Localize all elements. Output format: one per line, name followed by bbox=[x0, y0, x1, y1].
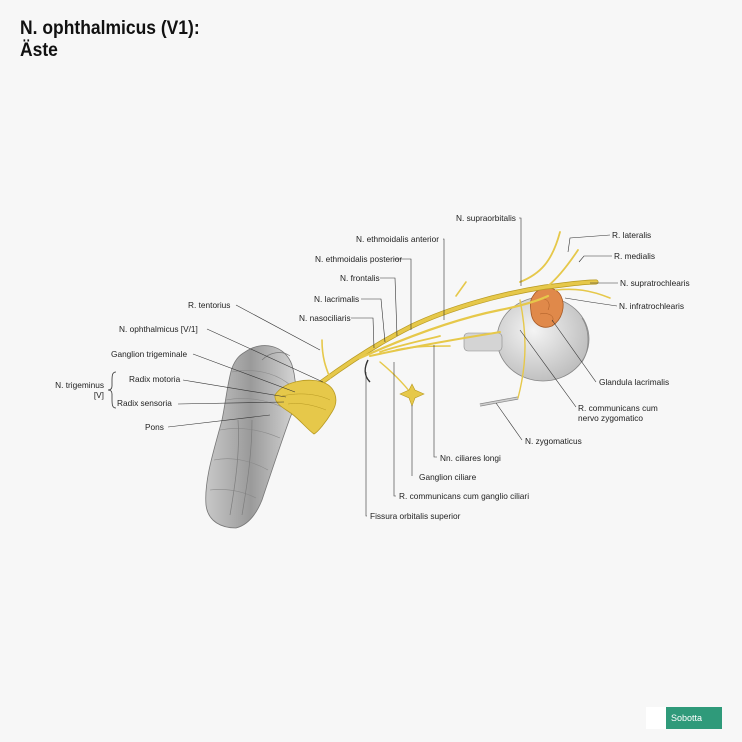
label-r-lateralis: R. lateralis bbox=[612, 230, 652, 240]
label-n-ophthalmicus: N. ophthalmicus [V/1] bbox=[119, 324, 198, 334]
label-ganglion-trigeminale: Ganglion trigeminale bbox=[111, 349, 188, 359]
label-r-medialis: R. medialis bbox=[614, 251, 656, 261]
label-n-supratrochlearis: N. supratrochlearis bbox=[620, 278, 690, 288]
label-r-communicans-zyg-line-1: R. communicans cum bbox=[578, 403, 658, 413]
trigeminus-brace bbox=[108, 372, 116, 408]
label-n-zygomaticus: N. zygomaticus bbox=[525, 436, 582, 446]
brainstem-drawing bbox=[206, 346, 296, 528]
sobotta-brand: Sobotta bbox=[666, 707, 722, 729]
title-line-2: Äste bbox=[20, 40, 58, 61]
elsevier-logo bbox=[646, 707, 666, 729]
label-pons: Pons bbox=[145, 422, 164, 432]
label-n-trigeminus bbox=[40, 380, 104, 400]
label-n-ethmoidalis-posterior: N. ethmoidalis posterior bbox=[315, 254, 403, 264]
label-r-tentorius: R. tentorius bbox=[188, 300, 231, 310]
label-n-supraorbitalis: N. supraorbitalis bbox=[456, 213, 516, 223]
footer-branding bbox=[646, 707, 722, 729]
label-r-communicans-zyg-line-2: nervo zygomatico bbox=[578, 413, 644, 423]
label-n-ethmoidalis-anterior: N. ethmoidalis anterior bbox=[356, 234, 440, 244]
label-nn-ciliares-longi: Nn. ciliares longi bbox=[440, 453, 501, 463]
label-n-frontalis: N. frontalis bbox=[340, 273, 380, 283]
label-n-trigeminus-line-2: [V] bbox=[93, 390, 104, 400]
label-glandula-lacrimalis: Glandula lacrimalis bbox=[599, 377, 670, 387]
label-radix-sensoria: Radix sensoria bbox=[117, 398, 172, 408]
label-radix-motoria: Radix motoria bbox=[129, 374, 181, 384]
ciliary-ganglion bbox=[400, 384, 424, 406]
label-n-lacrimalis: N. lacrimalis bbox=[314, 294, 360, 304]
label-ganglion-ciliare: Ganglion ciliare bbox=[419, 472, 477, 482]
title-line-1: N. ophthalmicus (V1): bbox=[20, 18, 200, 39]
label-n-trigeminus-line-1: N. trigeminus bbox=[55, 380, 104, 390]
label-n-nasociliaris: N. nasociliaris bbox=[299, 313, 351, 323]
label-fissura-orbitalis-superior: Fissura orbitalis superior bbox=[370, 511, 461, 521]
label-r-communicans-zygomatico bbox=[578, 403, 658, 423]
label-n-infratrochlearis: N. infratrochlearis bbox=[619, 301, 685, 311]
label-r-communicans-ganglio-ciliari: R. communicans cum ganglio ciliari bbox=[399, 491, 530, 501]
